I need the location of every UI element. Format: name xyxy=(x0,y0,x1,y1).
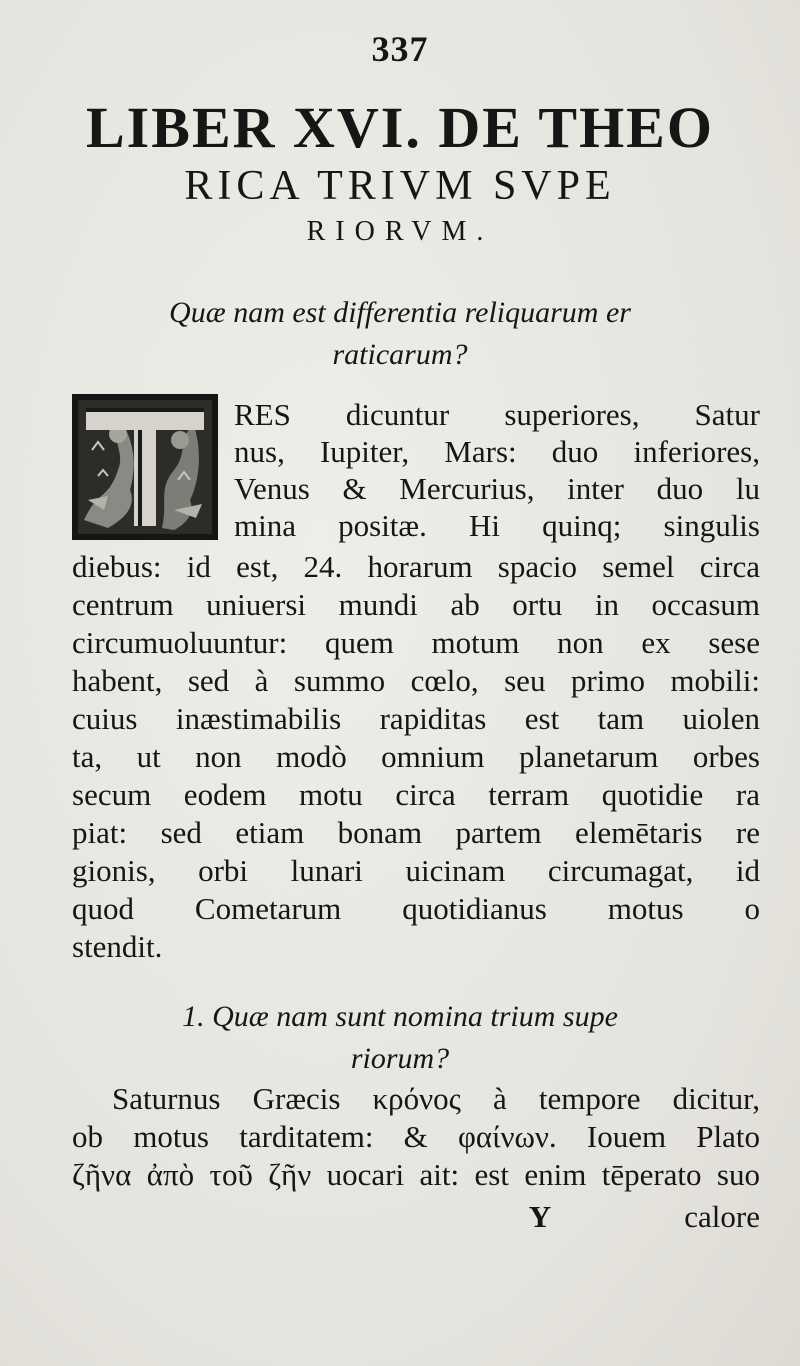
signature-mark: Y xyxy=(528,1199,552,1234)
question-1-line-2: raticarum? xyxy=(332,338,468,371)
paragraph-1-line: RES dicuntur superiores, Satur xyxy=(234,397,760,432)
paragraph-1-line: diebus: id est, 24. horarum spacio semel circa xyxy=(72,549,760,584)
page-number: 337 xyxy=(371,29,429,69)
paragraph-1-line: centrum uniuersi mundi ab ortu in occasum xyxy=(72,587,760,622)
paragraph-2-line: Saturnus Græcis κρόνος à tempore dicitur, xyxy=(112,1081,760,1116)
paragraph-1-line: mina positæ. Hi quinq; singulis xyxy=(234,508,760,543)
question-heading-2 xyxy=(60,996,740,1080)
paragraph-1-line: quod Cometarum quotidianus motus o xyxy=(72,891,760,926)
chapter-title-line-2: RICA TRIVM SVPE xyxy=(184,163,616,209)
chapter-title-line-1: LIBER XVI. DE THEO xyxy=(86,95,714,160)
paragraph-1-line: circumuoluuntur: quem motum non ex sese xyxy=(72,625,760,660)
chapter-title-line-3: RIORVM. xyxy=(306,216,494,247)
paragraph-1-line: habent, sed à summo cœlo, seu primo mobili: xyxy=(72,663,760,698)
paragraph-1-line: piat: sed etiam bonam partem elemētaris re xyxy=(72,815,760,850)
paragraph-1-line: gionis, orbi lunari uicinam circumagat, id xyxy=(72,853,760,888)
paragraph-1-line: cuius inæstimabilis rapiditas est tam uiolen xyxy=(72,701,760,736)
question-2-line-1: 1. Quæ nam sunt nomina trium supe xyxy=(182,1000,618,1033)
paragraph-2-line: ζῆνα ἀπὸ τοῦ ζῆν uocari ait: est enim tēperato suo xyxy=(72,1157,760,1192)
paragraph-2-line: ob motus tarditatem: & φαίνων. Iouem Plato xyxy=(72,1119,760,1154)
question-1-line-1: Quæ nam est differentia reliquarum er xyxy=(169,296,631,329)
question-2-line-2: riorum? xyxy=(350,1042,450,1075)
paragraph-1-line: ta, ut non modò omnium planetarum orbes xyxy=(72,739,760,774)
question-heading-1 xyxy=(60,292,740,376)
paragraph-1-line: nus, Iupiter, Mars: duo inferiores, xyxy=(234,434,760,469)
paragraph-1-line: Venus & Mercurius, inter duo lu xyxy=(234,471,760,506)
catchword: calore xyxy=(684,1199,760,1234)
decorated-initial-t xyxy=(72,394,218,540)
paragraph-1-line: secum eodem motu circa terram quotidie ra xyxy=(72,777,760,812)
paragraph-1-line: stendit. xyxy=(72,929,163,964)
woodcut-initial-icon xyxy=(78,400,212,534)
